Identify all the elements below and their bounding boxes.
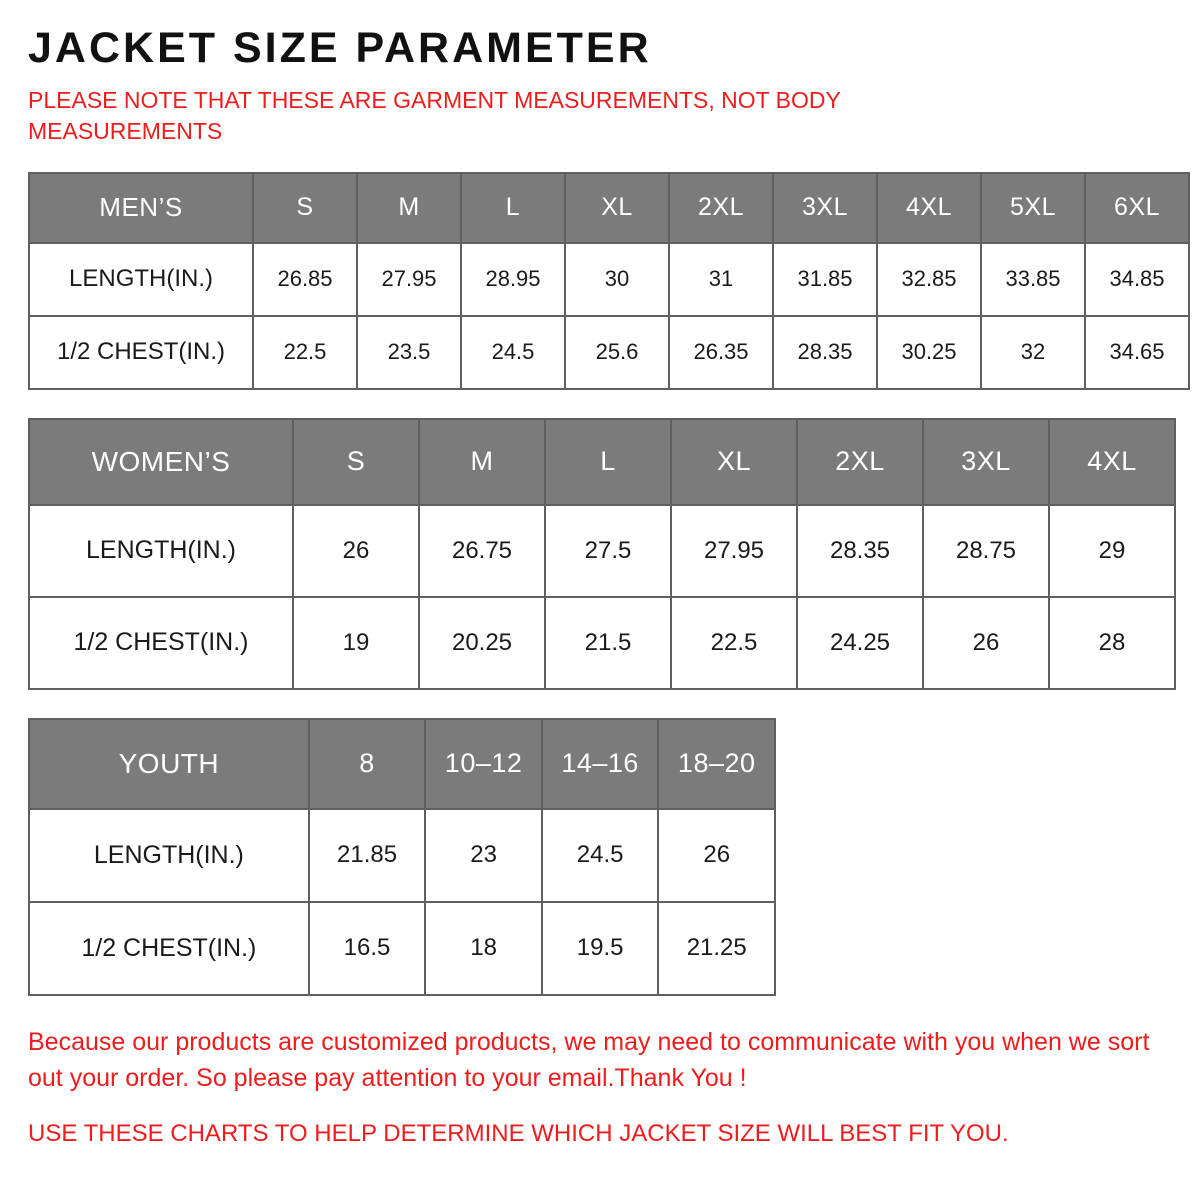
mens-chest-label: 1/2 CHEST(IN.) (29, 316, 253, 389)
mens-chest-l: 24.5 (461, 316, 565, 389)
womens-length-s: 26 (293, 505, 419, 597)
table-row (29, 243, 1189, 316)
youth-length-10-12: 23 (425, 809, 542, 902)
mens-size-m: M (357, 173, 461, 243)
mens-size-6xl: 6XL (1085, 173, 1189, 243)
mens-length-4xl: 32.85 (877, 243, 981, 316)
mens-length-label: LENGTH(IN.) (29, 243, 253, 316)
youth-size-table (28, 718, 776, 996)
table-header-row (29, 419, 1175, 505)
youth-size-18-20: 18–20 (658, 719, 775, 809)
womens-length-3xl: 28.75 (923, 505, 1049, 597)
mens-size-5xl: 5XL (981, 173, 1085, 243)
mens-size-xl: XL (565, 173, 669, 243)
mens-chest-2xl: 26.35 (669, 316, 773, 389)
youth-length-14-16: 24.5 (542, 809, 659, 902)
mens-length-6xl: 34.85 (1085, 243, 1189, 316)
mens-length-2xl: 31 (669, 243, 773, 316)
mens-size-3xl: 3XL (773, 173, 877, 243)
table-row (29, 505, 1175, 597)
womens-size-4xl: 4XL (1049, 419, 1175, 505)
mens-length-l: 28.95 (461, 243, 565, 316)
measurement-disclaimer: PLEASE NOTE THAT THESE ARE GARMENT MEASUREMENTS, NOT BODY MEASUREMENTS (28, 87, 841, 144)
table-row (29, 597, 1175, 689)
mens-chest-3xl: 28.35 (773, 316, 877, 389)
youth-length-8: 21.85 (309, 809, 426, 902)
table-header-row (29, 173, 1189, 243)
womens-size-table (28, 418, 1176, 690)
womens-chest-m: 20.25 (419, 597, 545, 689)
mens-size-s: S (253, 173, 357, 243)
mens-length-m: 27.95 (357, 243, 461, 316)
youth-chest-10-12: 18 (425, 902, 542, 995)
womens-chest-xl: 22.5 (671, 597, 797, 689)
womens-size-m: M (419, 419, 545, 505)
womens-size-l: L (545, 419, 671, 505)
womens-size-2xl: 2XL (797, 419, 923, 505)
womens-size-xl: XL (671, 419, 797, 505)
womens-size-s: S (293, 419, 419, 505)
youth-size-8: 8 (309, 719, 426, 809)
mens-size-table (28, 172, 1190, 390)
womens-label: WOMEN’S (29, 419, 293, 505)
womens-chest-4xl: 28 (1049, 597, 1175, 689)
womens-chest-2xl: 24.25 (797, 597, 923, 689)
table-row (29, 809, 775, 902)
table-row (29, 316, 1189, 389)
mens-size-2xl: 2XL (669, 173, 773, 243)
womens-length-l: 27.5 (545, 505, 671, 597)
womens-chest-label: 1/2 CHEST(IN.) (29, 597, 293, 689)
womens-chest-l: 21.5 (545, 597, 671, 689)
youth-chest-label: 1/2 CHEST(IN.) (29, 902, 309, 995)
womens-length-4xl: 29 (1049, 505, 1175, 597)
page-title: JACKET SIZE PARAMETER (28, 24, 652, 72)
youth-chest-14-16: 19.5 (542, 902, 659, 995)
youth-chest-18-20: 21.25 (658, 902, 775, 995)
mens-chest-xl: 25.6 (565, 316, 669, 389)
mens-size-l: L (461, 173, 565, 243)
table-row (29, 902, 775, 995)
mens-chest-m: 23.5 (357, 316, 461, 389)
womens-chest-3xl: 26 (923, 597, 1049, 689)
youth-length-18-20: 26 (658, 809, 775, 902)
mens-chest-s: 22.5 (253, 316, 357, 389)
youth-length-label: LENGTH(IN.) (29, 809, 309, 902)
womens-length-m: 26.75 (419, 505, 545, 597)
chart-usage-note: USE THESE CHARTS TO HELP DETERMINE WHICH JACKET SIZE WILL BEST FIT YOU. (28, 1120, 1009, 1148)
mens-length-s: 26.85 (253, 243, 357, 316)
table-header-row (29, 719, 775, 809)
mens-size-4xl: 4XL (877, 173, 981, 243)
youth-label: YOUTH (29, 719, 309, 809)
youth-size-14-16: 14–16 (542, 719, 659, 809)
youth-size-10-12: 10–12 (425, 719, 542, 809)
customization-note: Because our products are customized products, we may need to communicate with you when we sort out your order. So please pay attention to your email.Thank You ! (28, 1027, 1150, 1093)
mens-label: MEN’S (29, 173, 253, 243)
womens-size-3xl: 3XL (923, 419, 1049, 505)
womens-length-2xl: 28.35 (797, 505, 923, 597)
mens-length-3xl: 31.85 (773, 243, 877, 316)
mens-chest-6xl: 34.65 (1085, 316, 1189, 389)
womens-length-label: LENGTH(IN.) (29, 505, 293, 597)
womens-chest-s: 19 (293, 597, 419, 689)
womens-length-xl: 27.95 (671, 505, 797, 597)
mens-length-xl: 30 (565, 243, 669, 316)
mens-length-5xl: 33.85 (981, 243, 1085, 316)
mens-chest-5xl: 32 (981, 316, 1085, 389)
youth-chest-8: 16.5 (309, 902, 426, 995)
mens-chest-4xl: 30.25 (877, 316, 981, 389)
